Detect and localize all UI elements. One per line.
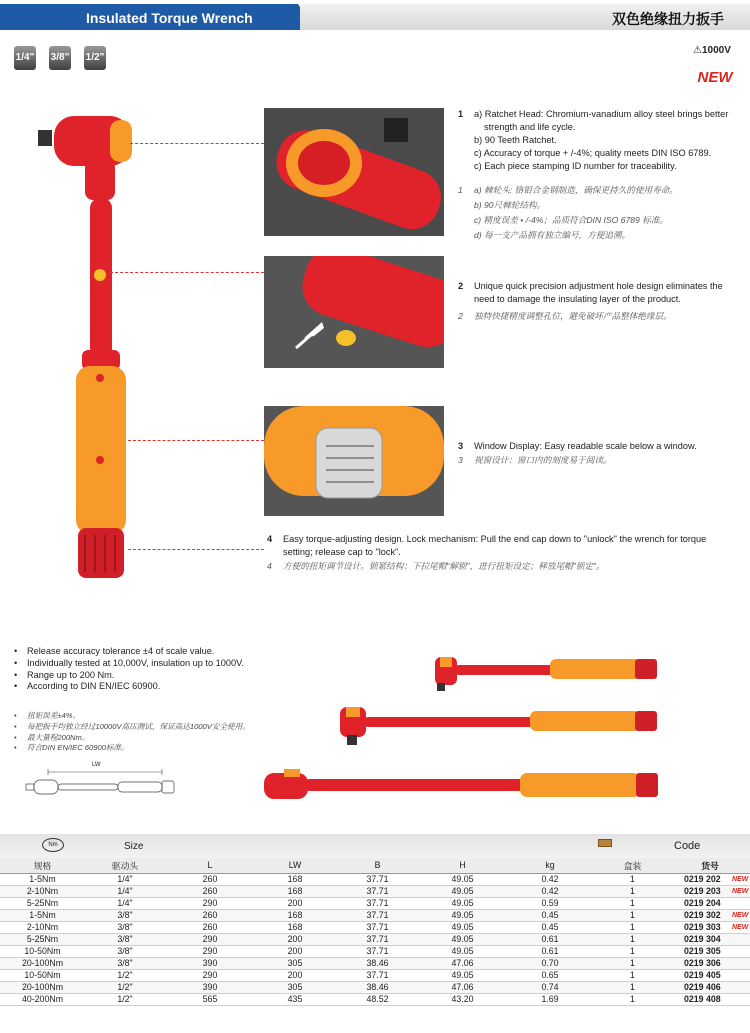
- spec-bullet: • Individually tested at 10,000V, insulation up to 1000V.: [14, 658, 244, 670]
- feature-text: a) Ratchet Head: Chromium-vanadium alloy steel brings better: [474, 109, 729, 119]
- col-header-box: 盒装: [595, 858, 670, 873]
- table-caption-bar: [0, 834, 750, 858]
- table-cell-kg: 0.65: [505, 969, 595, 981]
- table-cell-box: 1: [595, 981, 670, 993]
- feature-text: c) Each piece stamping ID number for traceability.: [474, 161, 677, 171]
- table-row: [0, 897, 750, 909]
- new-badge: NEW: [695, 64, 735, 92]
- table-cell-drive: 3/8": [85, 909, 165, 921]
- table-cell-lw: 200: [255, 969, 335, 981]
- spec-bullet-cn: • 扭矩误差±4%。: [14, 711, 250, 722]
- table-cell-box: 1: [595, 993, 670, 1005]
- feature-number: 4: [267, 561, 272, 571]
- col-header-kg: kg: [505, 858, 595, 873]
- table-cell-b: 37.71: [335, 873, 420, 885]
- table-cell-code: 0219 202 NEW: [670, 873, 750, 885]
- table-cell-box: 1: [595, 945, 670, 957]
- table-cell-drive: 3/8": [85, 933, 165, 945]
- table-cell-spec: 5-25Nm: [0, 933, 85, 945]
- code-label: Code: [674, 840, 701, 852]
- table-cell-code: 0219 302 NEW: [670, 909, 750, 921]
- spec-bullets: [14, 646, 244, 693]
- table-cell-drive: 3/8": [85, 921, 165, 933]
- table-cell-b: 37.71: [335, 933, 420, 945]
- table-cell-box: 1: [595, 957, 670, 969]
- feature-1-cn: [458, 183, 734, 243]
- table-cell-kg: 0.45: [505, 921, 595, 933]
- specification-table: [0, 858, 750, 1006]
- table-cell-l: 565: [165, 993, 255, 1005]
- feature-text: Easy torque-adjusting design. Lock mechanism: Pull the end cap down to "unlock" the wrench for torque: [283, 534, 707, 544]
- feature-number: 3: [458, 441, 464, 451]
- product-range-icon: [260, 645, 660, 815]
- page-title-cn: 双色绝缘扭力扳手: [612, 11, 724, 27]
- col-header-h: H: [420, 858, 505, 873]
- feature-text-cn: a) 棘轮头: 铬钼合金钢制造，确保更持久的使用寿命。: [474, 185, 678, 195]
- table-row: [0, 921, 750, 933]
- table-cell-drive: 1/4": [85, 873, 165, 885]
- col-header-lw: LW: [255, 858, 335, 873]
- adjustment-hole-photo: [264, 256, 444, 368]
- table-cell-drive: 3/8": [85, 957, 165, 969]
- table-cell-kg: 0.61: [505, 933, 595, 945]
- leader-line-3: [128, 440, 264, 441]
- feature-text-cn: 独特快捷精度调整孔位，避免破坏产品整体绝缘层。: [474, 311, 672, 321]
- table-cell-b: 37.71: [335, 885, 420, 897]
- feature-text: need to damage the insulating layer of the product.: [474, 294, 681, 304]
- table-cell-l: 390: [165, 981, 255, 993]
- drive-badges: [14, 46, 119, 70]
- feature-text-cn: 方便的扭矩调节设计。锁紧结构：下拉尾帽"解锁"，进行扭矩设定；释放尾帽"锁定"。: [283, 561, 605, 571]
- table-cell-b: 38.46: [335, 957, 420, 969]
- new-row-badge: NEW: [732, 911, 749, 919]
- table-row: [0, 933, 750, 945]
- new-row-badge: NEW: [732, 923, 749, 931]
- spec-bullet-cn: • 符合DIN EN/IEC 60900标准。: [14, 743, 250, 754]
- table-cell-h: 49.05: [420, 897, 505, 909]
- drive-badge-three-eighths: 3/8": [49, 46, 71, 70]
- table-cell-h: 49.05: [420, 945, 505, 957]
- wrench-illustration-icon: [30, 110, 150, 590]
- feature-text: Window Display: Easy readable scale below a window.: [474, 441, 697, 451]
- feature-4: [267, 533, 723, 574]
- feature-text: c) Accuracy of torque + /-4%; quality meets DIN ISO 6789.: [474, 148, 712, 158]
- table-cell-lw: 200: [255, 897, 335, 909]
- feature-text-cn: 视窗设计：窗口内的刻度易于阅读。: [474, 455, 612, 465]
- new-row-badge: NEW: [732, 887, 749, 895]
- table-cell-lw: 200: [255, 945, 335, 957]
- table-cell-h: 49.05: [420, 885, 505, 897]
- feature-text: b) 90 Teeth Ratchet.: [474, 135, 557, 145]
- table-cell-lw: 168: [255, 909, 335, 921]
- feature-text-cn: b) 90尺棘轮结构。: [474, 200, 546, 210]
- table-cell-b: 37.71: [335, 921, 420, 933]
- table-cell-l: 260: [165, 885, 255, 897]
- table-cell-lw: 435: [255, 993, 335, 1005]
- table-cell-drive: 1/2": [85, 969, 165, 981]
- voltage-rating: ⚠1000V: [693, 45, 731, 56]
- table-cell-spec: 5-25Nm: [0, 897, 85, 909]
- table-cell-code: 0219 408: [670, 993, 750, 1005]
- table-cell-h: 47.06: [420, 957, 505, 969]
- table-row: [0, 909, 750, 921]
- table-cell-lw: 168: [255, 885, 335, 897]
- table-cell-kg: 0.42: [505, 873, 595, 885]
- table-cell-box: 1: [595, 885, 670, 897]
- table-cell-code: 0219 303 NEW: [670, 921, 750, 933]
- table-cell-spec: 10-50Nm: [0, 969, 85, 981]
- feature-number: 1: [458, 185, 463, 195]
- lw-dimension-diagram: [22, 760, 182, 800]
- table-cell-box: 1: [595, 897, 670, 909]
- col-header-spec: 规格: [0, 858, 85, 873]
- table-cell-spec: 2-10Nm: [0, 921, 85, 933]
- adjustment-hole-image-icon: [264, 256, 444, 368]
- spec-bullet: • Range up to 200 Nm.: [14, 670, 244, 682]
- table-cell-lw: 200: [255, 933, 335, 945]
- table-row: [0, 969, 750, 981]
- table-row: [0, 873, 750, 885]
- table-cell-spec: 40-200Nm: [0, 993, 85, 1005]
- col-header-l: L: [165, 858, 255, 873]
- table-cell-lw: 305: [255, 981, 335, 993]
- table-cell-l: 260: [165, 921, 255, 933]
- feature-number: 4: [267, 534, 273, 544]
- table-cell-drive: 1/4": [85, 897, 165, 909]
- window-display-photo: [264, 406, 444, 516]
- feature-number: 2: [458, 281, 464, 291]
- table-cell-lw: 168: [255, 921, 335, 933]
- table-body: [0, 873, 750, 1005]
- table-cell-h: 49.05: [420, 873, 505, 885]
- table-cell-box: 1: [595, 921, 670, 933]
- leader-line-4: [128, 549, 264, 550]
- table-cell-b: 37.71: [335, 945, 420, 957]
- table-cell-code: 0219 304: [670, 933, 750, 945]
- voltage-icon: ⚠: [693, 45, 702, 56]
- table-cell-b: 38.46: [335, 981, 420, 993]
- header-accent: [0, 4, 58, 30]
- table-cell-h: 49.05: [420, 921, 505, 933]
- spec-bullet-cn: • 最大量程200Nm。: [14, 733, 250, 744]
- table-cell-lw: 305: [255, 957, 335, 969]
- specification-table-area: [0, 834, 750, 1006]
- table-cell-b: 37.71: [335, 969, 420, 981]
- table-cell-b: 48.52: [335, 993, 420, 1005]
- table-cell-kg: 0.45: [505, 909, 595, 921]
- table-cell-spec: 10-50Nm: [0, 945, 85, 957]
- nm-icon: Nm: [42, 838, 64, 852]
- table-cell-drive: 1/4": [85, 885, 165, 897]
- table-cell-code: 0219 306: [670, 957, 750, 969]
- feature-number: 1: [458, 109, 464, 119]
- feature-number: 3: [458, 455, 463, 465]
- table-cell-l: 290: [165, 897, 255, 909]
- feature-1: [458, 108, 734, 173]
- table-cell-h: 47.06: [420, 981, 505, 993]
- table-cell-l: 290: [165, 969, 255, 981]
- drive-badge-half: 1/2": [84, 46, 106, 70]
- header-bar: [0, 0, 750, 32]
- table-cell-kg: 0.42: [505, 885, 595, 897]
- wrench-outline-icon: [22, 760, 182, 800]
- table-cell-kg: 0.61: [505, 945, 595, 957]
- table-cell-code: 0219 305: [670, 945, 750, 957]
- ratchet-head-image-icon: [264, 108, 444, 236]
- feature-text: Unique quick precision adjustment hole design eliminates the: [474, 281, 723, 291]
- table-row: [0, 957, 750, 969]
- table-cell-l: 260: [165, 909, 255, 921]
- table-cell-box: 1: [595, 969, 670, 981]
- table-cell-b: 37.71: [335, 897, 420, 909]
- feature-text-cn: c) 精度误差 • /-4%；品质符合DIN ISO 6789 标准。: [474, 215, 669, 225]
- new-row-badge: NEW: [732, 875, 749, 883]
- box-icon: [598, 839, 612, 847]
- page-title: Insulated Torque Wrench: [86, 10, 253, 26]
- table-cell-kg: 0.70: [505, 957, 595, 969]
- spec-bullet-cn: • 每把扳手均独立经过10000V高压测试，保证高达1000V安全使用。: [14, 722, 250, 733]
- feature-number: 2: [458, 311, 463, 321]
- leader-line-1: [130, 143, 264, 144]
- window-display-image-icon: [264, 406, 444, 516]
- table-cell-kg: 0.74: [505, 981, 595, 993]
- col-header-code: 货号: [670, 858, 750, 873]
- feature-text-cn: d) 每一支产品拥有独立编号，方便追溯。: [474, 230, 631, 240]
- table-row: [0, 945, 750, 957]
- col-header-b: B: [335, 858, 420, 873]
- table-cell-box: 1: [595, 873, 670, 885]
- table-cell-code: 0219 405: [670, 969, 750, 981]
- feature-3: [458, 440, 734, 468]
- table-cell-l: 260: [165, 873, 255, 885]
- table-cell-l: 290: [165, 933, 255, 945]
- table-cell-box: 1: [595, 909, 670, 921]
- table-cell-drive: 1/2": [85, 993, 165, 1005]
- table-row: [0, 993, 750, 1005]
- feature-2: [458, 280, 734, 324]
- table-header-row: [0, 858, 750, 873]
- table-cell-box: 1: [595, 933, 670, 945]
- leader-line-2: [110, 272, 264, 273]
- spec-bullets-cn: [14, 711, 250, 754]
- table-cell-lw: 168: [255, 873, 335, 885]
- size-label: Size: [124, 841, 144, 852]
- table-cell-code: 0219 203 NEW: [670, 885, 750, 897]
- table-cell-spec: 1-5Nm: [0, 909, 85, 921]
- feature-text: strength and life cycle.: [484, 122, 576, 132]
- table-cell-h: 43.20: [420, 993, 505, 1005]
- table-row: [0, 885, 750, 897]
- spec-bullet: • According to DIN EN/IEC 60900.: [14, 681, 244, 693]
- table-cell-code: 0219 204: [670, 897, 750, 909]
- table-cell-code: 0219 406: [670, 981, 750, 993]
- table-row: [0, 981, 750, 993]
- table-cell-drive: 1/2": [85, 981, 165, 993]
- ratchet-head-photo: [264, 108, 444, 236]
- table-cell-spec: 20-100Nm: [0, 981, 85, 993]
- table-cell-spec: 20-100Nm: [0, 957, 85, 969]
- table-cell-h: 49.05: [420, 969, 505, 981]
- table-cell-kg: 0.59: [505, 897, 595, 909]
- table-cell-b: 37.71: [335, 909, 420, 921]
- table-cell-h: 49.05: [420, 933, 505, 945]
- table-cell-l: 290: [165, 945, 255, 957]
- table-cell-spec: 2-10Nm: [0, 885, 85, 897]
- spec-bullet: • Release accuracy tolerance ±4 of scale value.: [14, 646, 244, 658]
- table-cell-h: 49.05: [420, 909, 505, 921]
- drive-badge-quarter: 1/4": [14, 46, 36, 70]
- feature-text: setting; release cap to "lock".: [283, 547, 401, 557]
- table-cell-kg: 1.69: [505, 993, 595, 1005]
- table-cell-spec: 1-5Nm: [0, 873, 85, 885]
- table-cell-drive: 3/8": [85, 945, 165, 957]
- col-header-drive: 驱动头: [85, 858, 165, 873]
- lw-label: LW: [92, 762, 101, 768]
- table-cell-l: 390: [165, 957, 255, 969]
